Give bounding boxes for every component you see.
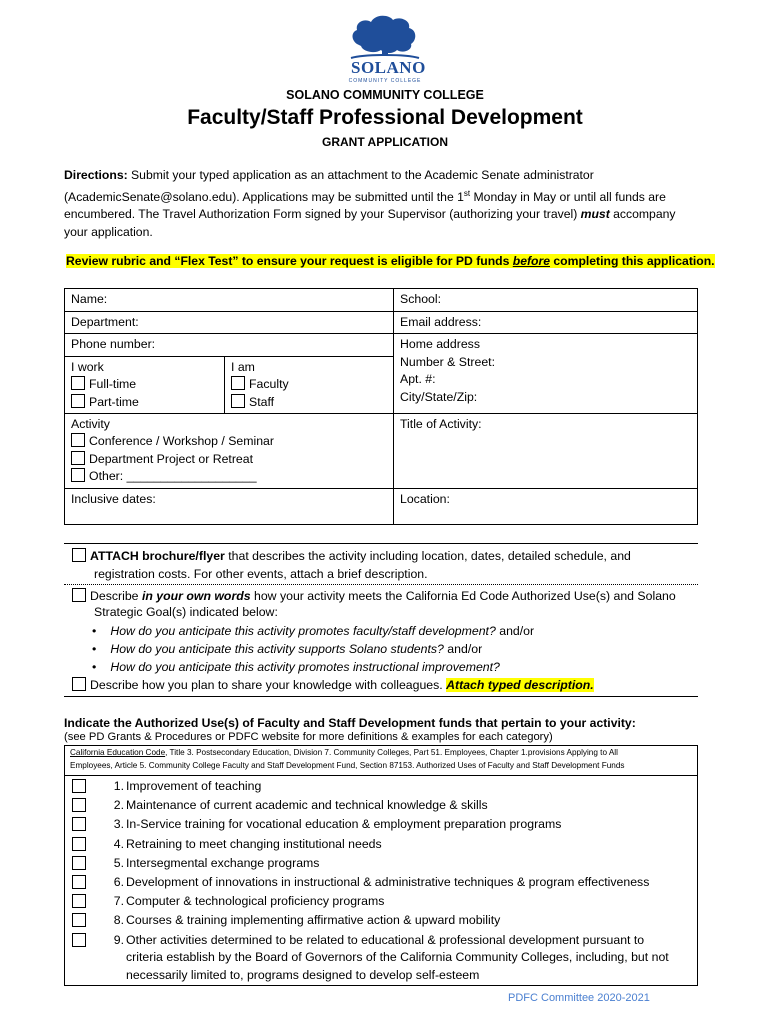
authorized-use-item [0,796,770,814]
logo-subtext: COMMUNITY COLLEGE [348,78,422,84]
phone-field[interactable] [65,334,393,357]
footer-committee: PDFC Committee 2020-2021 [508,992,650,1004]
item9-line3: necessarily limited to, programs designed to develop self-esteem [126,968,480,982]
authorized-use-text: Courses & training implementing affirmative action & upward mobility [126,913,501,928]
authorized-use-text: Other activities determined to be related to educational & professional development pursuant to [126,932,645,947]
work-status-group [65,357,225,413]
bullet-list-item: • How do you anticipate this activity promotes instructional improvement? [92,660,500,674]
describe-line2: Strategic Goal(s) indicated below: [94,605,278,619]
share-highlight: Attach typed description. [446,678,594,692]
attach-line2: registration costs. For other events, attach a brief description. [94,567,428,581]
bullet-question: How do you anticipate this activity promotes instructional improvement? [110,660,500,674]
directions-line2b: Monday in May or until all funds are [470,189,666,204]
authorized-use-item [0,835,770,853]
share-item [72,676,594,694]
authorized-use-number: 8. [113,913,124,928]
uses-heading: Indicate the Authorized Use(s) of Faculty and Staff Development funds that pertain to your activity: [64,716,636,730]
attach-bold: ATTACH brochure/flyer [90,549,225,563]
department-field[interactable] [65,311,394,334]
home-address-field[interactable] [394,334,698,414]
staff-label: Staff [249,394,275,409]
authorized-use-item [0,931,770,949]
directions-line3a: encumbered. The Travel Authorization Form signed by your Supervisor (authorizing your travel) [64,207,581,222]
authorized-use-text: Improvement of teaching [126,779,262,793]
authorized-use-checkbox[interactable] [72,798,86,812]
directions-sup: st [463,188,471,198]
applicant-info-table [64,288,698,525]
i-work-label: I work [71,359,104,374]
other-label: Other: ___________________ [89,469,257,483]
authorized-use-number: 3. [113,817,124,832]
bullet-list-item: • How do you anticipate this activity promotes faculty/staff development? and/or [92,624,535,638]
bullet-tail: and/or [495,624,535,638]
directions [64,167,704,241]
authorized-use-checkbox[interactable] [72,779,86,793]
rubric-notice [66,254,715,268]
conference-label: Conference / Workshop / Seminar [89,434,274,448]
authorized-use-number: 2. [113,798,124,813]
authorized-use-item [0,892,770,910]
full-time-label: Full-time [89,377,137,391]
activity-type-group [65,413,394,488]
part-time-label: Part-time [89,394,139,409]
authorized-use-checkbox[interactable] [72,875,86,889]
name-label: Name: [71,292,108,306]
i-am-label: I am [231,359,255,374]
authorized-use-checkbox[interactable] [72,817,86,831]
directions-line1: Submit your typed application as an attachment to the Academic Senate administrator [127,168,594,182]
apt-label: Apt. #: [400,372,436,386]
other-checkbox[interactable] [71,468,85,482]
school-field[interactable] [394,289,698,312]
attach-rest: that describes the activity including location, dates, detailed schedule, and [224,549,631,563]
school-label: School: [400,292,442,306]
email-field[interactable] [394,311,698,334]
street-label: Number & Street: [400,354,495,369]
role-group [225,357,295,413]
uses-subheading: (see PD Grants & Procedures or PDFC website for more definitions & examples for each category) [64,731,553,743]
describe-em: in your own words [141,589,251,603]
authorized-use-number: 1. [113,779,124,793]
authorized-use-item [0,777,770,795]
page-subtitle: GRANT APPLICATION [322,135,448,149]
describe-checkbox[interactable] [72,588,86,602]
directions-label: Directions: [64,168,128,182]
home-address-label: Home address [400,337,480,351]
ed-code-reference [64,745,698,776]
authorized-use-number: 6. [113,875,124,889]
faculty-checkbox[interactable] [231,376,245,390]
authorized-use-item [0,815,770,833]
phone-label: Phone number: [71,337,156,351]
divider [64,696,698,697]
title-of-activity-label: Title of Activity: [400,416,482,431]
department-label: Department: [71,314,139,329]
authorized-use-number: 9. [113,932,124,947]
share-text: Describe how you plan to share your knowledge with colleagues. [90,678,447,692]
full-time-checkbox[interactable] [71,376,85,390]
notice-part3: completing this application. [550,254,715,268]
city-label: City/State/Zip: [400,389,478,404]
authorized-use-checkbox[interactable] [72,856,86,870]
share-checkbox[interactable] [72,677,86,691]
location-field[interactable] [394,488,698,524]
divider [64,543,698,544]
ed-code-rest: , Title 3. Postsecondary Education, Division 7. Community Colleges, Part 51. Employees, Chapter 1.provisions Applying to All [165,748,618,757]
directions-line4: your application. [64,224,153,239]
divider [64,584,698,585]
describe-a: Describe [90,589,142,603]
directions-line3b: accompany [609,207,676,222]
authorized-use-checkbox[interactable] [72,837,86,851]
directions-must: must [580,207,610,222]
part-time-checkbox[interactable] [71,394,85,408]
faculty-label: Faculty [249,377,289,391]
authorized-use-text: Intersegmental exchange programs [126,855,320,870]
bullet-question: How do you anticipate this activity supports Solano students? [110,642,444,656]
attach-brochure-checkbox[interactable] [72,548,86,562]
page-title: Faculty/Staff Professional Development [187,106,583,129]
ed-code-line2: Employees, Article 5. Community College Faculty and Staff Development Fund, Section 87153. Authorized Uses of Faculty and Staff Development Funds [70,760,625,770]
title-of-activity-field[interactable] [394,413,698,488]
authorized-use-number: 7. [113,894,124,909]
ed-code-link[interactable]: California Education Code [70,748,166,757]
authorized-use-checkbox[interactable] [72,894,86,908]
authorized-use-text: Retraining to meet changing institutional needs [126,836,382,851]
authorized-use-item [0,854,770,872]
authorized-use-number: 5. [113,855,124,870]
college-name: SOLANO COMMUNITY COLLEGE [286,88,484,102]
notice-part1: Review rubric and “Flex Test” to ensure your request is eligible for PD funds [66,254,513,268]
staff-checkbox[interactable] [231,394,245,408]
authorized-use-text: Computer & technological proficiency programs [126,894,385,909]
authorized-use-item [0,911,770,929]
authorized-use-text: In-Service training for vocational education & employment preparation programs [126,817,562,832]
logo-text: SOLANO [351,58,426,77]
email-label: Email address: [400,314,482,329]
authorized-use-item [0,873,770,891]
department-project-label: Department Project or Retreat [89,451,254,466]
describe-b: how your activity meets the California Ed Code Authorized Use(s) and Solano [250,589,676,603]
conference-checkbox[interactable] [71,433,85,447]
bullet-list-item: • How do you anticipate this activity supports Solano students? and/or [92,642,483,656]
college-logo [345,14,425,84]
inclusive-dates-label: Inclusive dates: [71,491,156,506]
authorized-use-checkbox[interactable] [72,913,86,927]
tree-logo-icon [345,14,425,60]
location-label: Location: [400,491,450,506]
activity-label: Activity [71,416,110,431]
attach-item [72,547,702,565]
authorized-use-text: Development of innovations in instructional & administrative techniques & program effectiveness [126,875,650,889]
bullet-question: How do you anticipate this activity promotes faculty/staff development? [110,624,496,638]
name-field[interactable] [65,289,394,312]
directions-line2a: (AcademicSenate@solano.edu). Applications may be submitted until the 1 [64,189,464,204]
bullet-tail: and/or [443,642,483,656]
authorized-use-checkbox[interactable] [72,933,86,947]
item9-line2: criteria establish by the Board of Governors of the California Community Colleges, including, but not [126,950,669,964]
notice-before: before [512,254,550,268]
inclusive-dates-field[interactable] [65,488,394,524]
department-project-checkbox[interactable] [71,451,85,465]
authorized-use-text: Maintenance of current academic and technical knowledge & skills [126,798,488,813]
phone-work-cell [65,334,394,414]
authorized-use-number: 4. [113,836,124,851]
